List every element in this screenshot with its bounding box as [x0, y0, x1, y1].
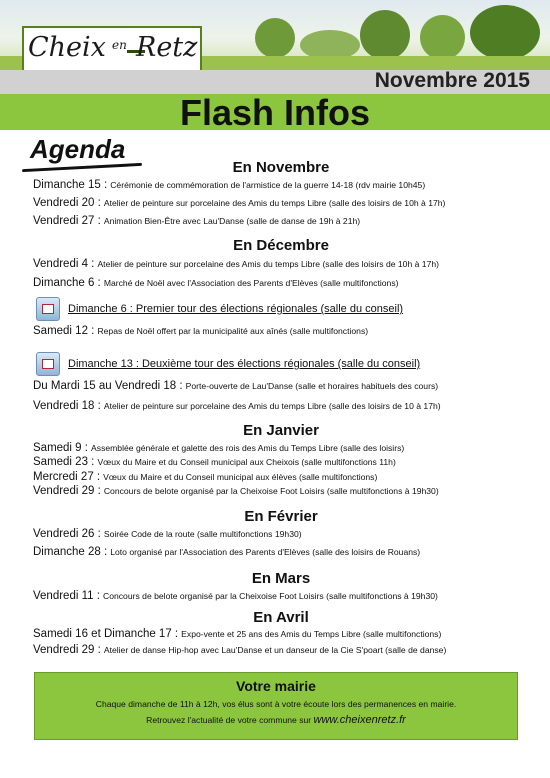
mairie-website-line [35, 714, 517, 726]
logo-text-cheix: Cheix [28, 32, 106, 63]
mairie-hours: Chaque dimanche de 11h à 12h, vos élus sont à votre écoute lors des permanences en mairie. [95, 699, 457, 709]
event-text: Vœux du Maire et du Conseil municipal aux élèves (salle multifonctions) [103, 472, 378, 482]
month-heading: En Novembre [232, 159, 330, 176]
event-text: Cérémonie de commémoration de l'armistice de la guerre 14-18 (rdv mairie 10h45) [110, 180, 426, 190]
event-day: Vendredi 29 : [33, 485, 101, 497]
event-day: Dimanche 28 : [33, 546, 108, 558]
event-day: Vendredi 11 : [33, 590, 100, 602]
website-link[interactable]: www.cheixenretz.fr [313, 714, 406, 726]
month-heading: En Mars [251, 570, 311, 587]
logo-text-retz: Retz [136, 32, 198, 63]
event-text: Porte-ouverte de Lau'Danse (salle et horaires habituels des cours) [185, 381, 439, 391]
month-heading: En Avril [253, 609, 309, 626]
mairie-info-box [34, 672, 518, 740]
ballot-box-icon [36, 352, 60, 376]
site-logo [22, 26, 202, 76]
tree-decoration [255, 18, 295, 58]
event-day: Dimanche 15 : [33, 179, 108, 191]
event-day: Dimanche 6 : [33, 277, 101, 289]
election-notice [36, 297, 403, 321]
list-item [33, 197, 445, 209]
event-day: Vendredi 27 : [33, 215, 101, 227]
event-day: Samedi 23 : [33, 456, 95, 468]
event-day: Samedi 16 et Dimanche 17 : [33, 628, 179, 640]
event-day: Du Mardi 15 au Vendredi 18 : [33, 380, 183, 392]
ballot-box-icon [36, 297, 60, 321]
event-text: Expo-vente et 25 ans des Amis du Temps Libre (salle multifonctions) [181, 629, 442, 639]
tree-decoration [420, 15, 465, 60]
event-text: Assemblée générale et galette des rois des Amis du Temps Libre (salle des loisirs) [91, 443, 405, 453]
event-day: Vendredi 20 : [33, 197, 101, 209]
list-item [33, 456, 396, 468]
event-day: Vendredi 29 : [33, 644, 101, 656]
election-text: Dimanche 13 : Deuxième tour des élections régionales (salle du conseil) [68, 358, 421, 370]
event-text: Atelier de peinture sur porcelaine des Amis du temps Libre (salle des loisirs de 10h à 17h) [103, 198, 446, 208]
event-text: Atelier de danse Hip-hop avec Lau'Danse et un danseur de la Cie S'poart (salle de danse) [103, 645, 447, 655]
event-text: Marché de Noël avec l'Association des Parents d'Elèves (salle multifonctions) [103, 278, 399, 288]
month-heading: En Février [244, 508, 318, 525]
mairie-title: Votre mairie [236, 678, 316, 694]
list-item [33, 546, 420, 558]
event-day: Vendredi 18 : [33, 400, 101, 412]
list-item [33, 179, 425, 191]
list-item [33, 471, 377, 483]
page-title: Flash Infos [179, 92, 371, 133]
event-day: Mercredi 27 : [33, 471, 101, 483]
event-text: Repas de Noël offert par la municipalité aux aînés (salle multifonctions) [97, 326, 369, 336]
event-text: Atelier de peinture sur porcelaine des Amis du temps Libre (salle des loisirs de 10h à 17h) [97, 259, 439, 269]
list-item [33, 277, 398, 289]
event-text: Soirée Code de la route (salle multifonctions 19h30) [103, 529, 302, 539]
list-item [33, 258, 439, 270]
issue-date: Novembre 2015 [374, 69, 530, 92]
list-item [33, 380, 438, 392]
event-text: Vœux du Maire et du Conseil municipal aux Cheixois (salle multifonctions 11h) [97, 457, 396, 467]
event-text: Atelier de peinture sur porcelaine des Amis du temps Libre (salle des loisirs de 10 à 17h) [103, 401, 441, 411]
event-day: Samedi 12 : [33, 325, 95, 337]
list-item [33, 325, 368, 337]
month-heading: En Janvier [243, 422, 319, 439]
election-notice [36, 352, 420, 376]
tree-decoration [360, 10, 410, 60]
event-day: Vendredi 26 : [33, 528, 101, 540]
event-text: Animation Bien-Être avec Lau'Danse (salle de danse de 19h à 21h) [103, 216, 361, 226]
mairie-website-prefix: Retrouvez l'actualité de votre commune sur [146, 715, 314, 725]
month-heading: En Décembre [233, 237, 329, 254]
agenda-heading: Agenda [30, 134, 126, 164]
list-item [33, 590, 438, 602]
tree-decoration [470, 5, 540, 60]
event-text: Loto organisé par l'Association des Parents d'Elèves (salle des loisirs de Rouans) [110, 547, 421, 557]
list-item [33, 400, 441, 412]
event-text: Concours de belote organisé par la Cheixoise Foot Loisirs (salle multifonctions à 19h30) [103, 486, 439, 496]
list-item [33, 215, 360, 227]
event-day: Samedi 9 : [33, 442, 88, 454]
list-item [33, 528, 302, 540]
election-text: Dimanche 6 : Premier tour des élections régionales (salle du conseil) [68, 303, 404, 315]
list-item [33, 442, 404, 454]
list-item [33, 644, 446, 656]
list-item [33, 485, 439, 497]
list-item [33, 628, 441, 640]
logo-text-en: en [112, 38, 127, 52]
event-day: Vendredi 4 : [33, 258, 95, 270]
event-text: Concours de belote organisé par la Cheixoise Foot Loisirs (salle multifonctions à 19h30) [103, 591, 438, 601]
